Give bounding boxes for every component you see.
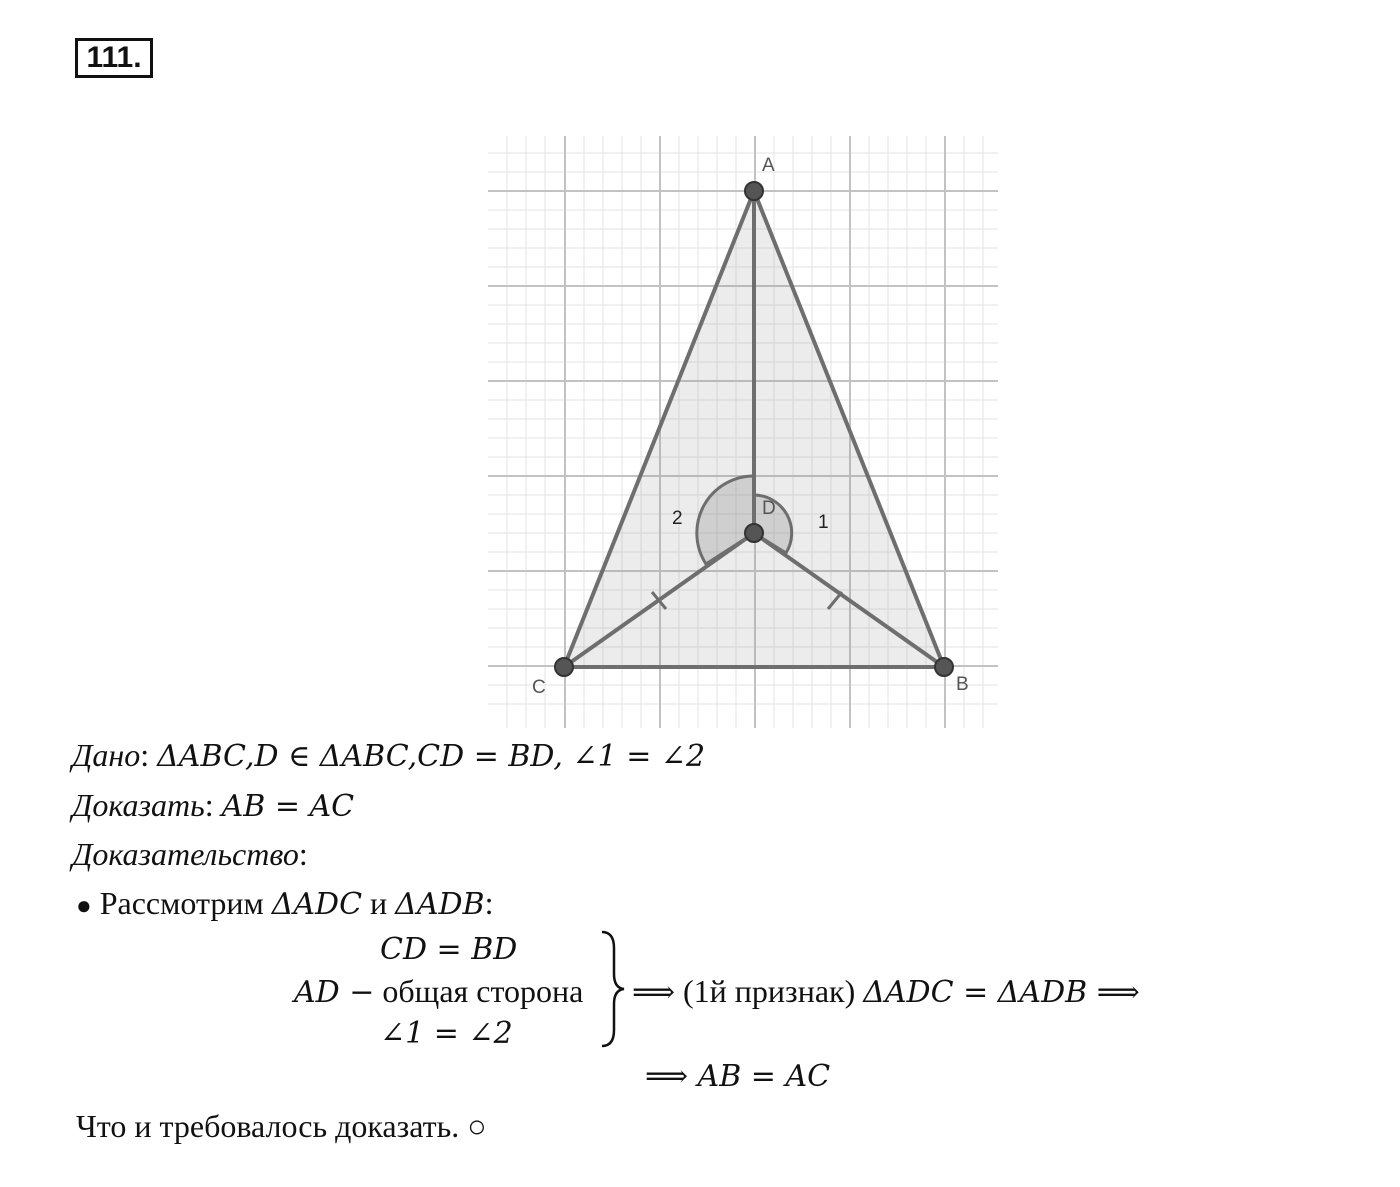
label-b: B [956, 674, 969, 695]
prove-line: Доказать: AB = AC [72, 787, 355, 824]
point-d [745, 524, 763, 542]
point-b [935, 658, 953, 676]
label-d: D [762, 498, 776, 519]
label-angle-2: 2 [672, 508, 683, 529]
conclusion: ⟹ AB = AC [645, 1059, 831, 1094]
given-text: ΔABC,D ∈ ΔABC,CD = BD, ∠1 = ∠2 [157, 739, 706, 774]
qed-line: Что и требовалось доказать. ○ [76, 1108, 487, 1144]
system-result: ⟹ (1й признак) ΔADC = ΔADB ⟹ [632, 973, 1140, 1010]
bullet: ● [76, 891, 92, 920]
system-line-3: ∠1 = ∠2 [380, 1016, 513, 1051]
problem-number: 111. [75, 38, 153, 78]
point-a [745, 182, 763, 200]
prove-label: Доказать [72, 787, 205, 823]
proof-heading: Доказательство: [72, 836, 308, 872]
label-c: C [532, 677, 546, 698]
consider-line: ● Рассмотрим ΔADC и ΔADB: [76, 885, 494, 922]
right-brace [598, 930, 628, 1048]
prove-text: AB = AC [221, 789, 355, 824]
label-angle-1: 1 [818, 512, 829, 533]
proof-label: Доказательство [72, 836, 299, 872]
point-c [555, 658, 573, 676]
system-line-1: CD = BD [380, 932, 518, 967]
system-line-2: AD − общая сторона [294, 973, 584, 1010]
given-label: Дано [72, 737, 141, 773]
label-a: A [762, 155, 775, 176]
triangle-figure [488, 136, 998, 728]
given-line: Дано: ΔABC,D ∈ ΔABC,CD = BD, ∠1 = ∠2 [72, 737, 706, 774]
